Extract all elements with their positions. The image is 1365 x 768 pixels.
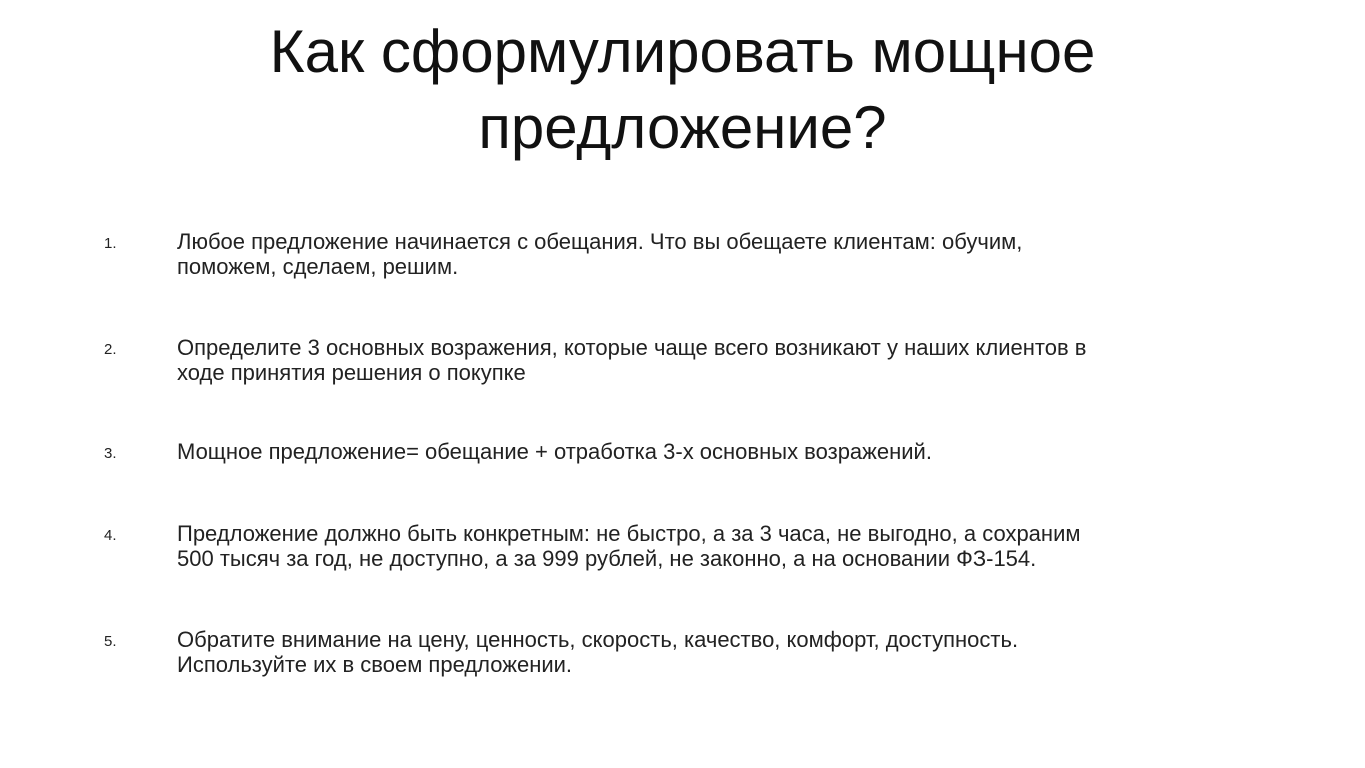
list-item-text: Обратите внимание на цену, ценность, скорость, качество, комфорт, доступность. Используйте их в своем предложении.: [177, 627, 1019, 677]
list-item-number: 1.: [104, 235, 117, 252]
list-item-text: Предложение должно быть конкретным: не быстро, а за 3 часа, не выгодно, а сохраним 500 тысяч за год, не доступно, а за 999 рублей, не законно, а на основании ФЗ-154.: [177, 521, 1081, 571]
list-item-number: 2.: [104, 341, 117, 358]
list-item-number: 3.: [104, 445, 117, 462]
list-item-text: Определите 3 основных возражения, которые чаще всего возникают у наших клиентов в ходе принятия решения о покупке: [177, 335, 1087, 385]
slide-title-line-1: Как сформулировать мощное: [269, 18, 1096, 85]
slide-title-line-2: предложение?: [478, 94, 887, 161]
list-item-number: 5.: [104, 633, 117, 650]
list-item-text: Мощное предложение= обещание + отработка 3-х основных возражений.: [177, 439, 932, 464]
list-item-text: Любое предложение начинается с обещания. Что вы обещаете клиентам: обучим, поможем, сделаем, решим.: [177, 229, 1023, 279]
list-item-number: 4.: [104, 527, 117, 544]
